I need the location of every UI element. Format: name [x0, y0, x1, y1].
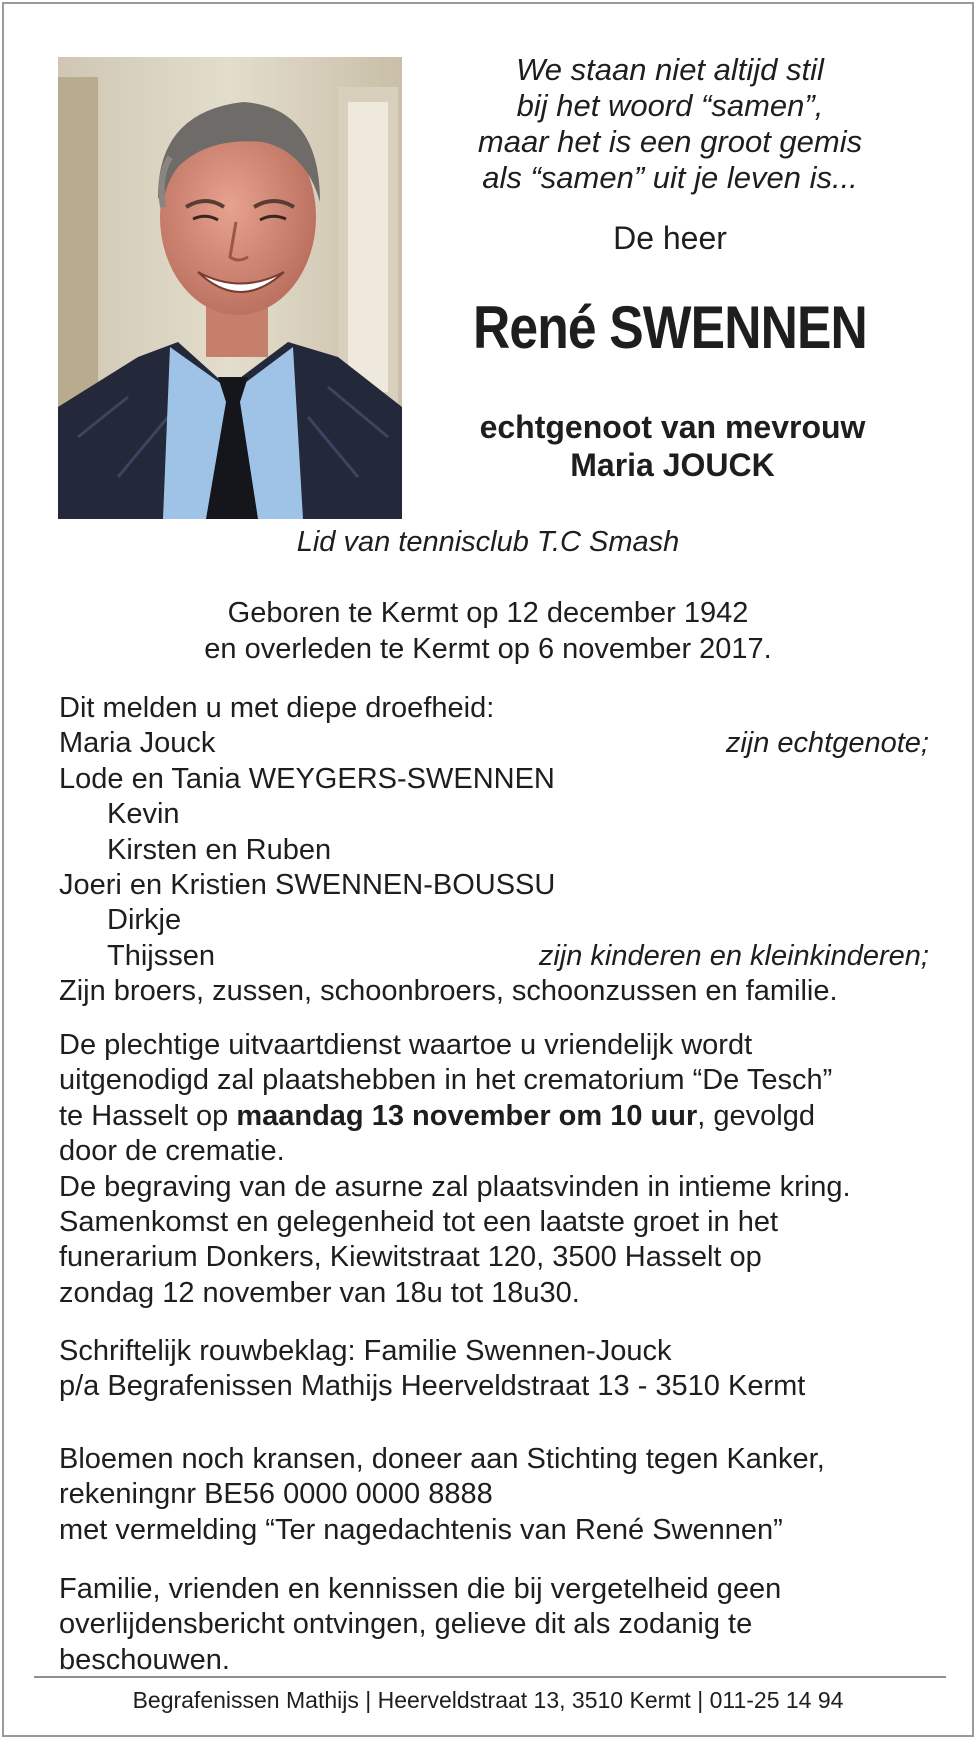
spouse-name: Maria JOUCK [570, 447, 775, 483]
footer-contact: Begrafenissen Mathijs | Heerveldstraat 13, 3510 Kermt | 011-25 14 94 [132, 1687, 844, 1713]
spouse-line: echtgenoot van mevrouw [479, 409, 866, 445]
condolence-address: p/a Begrafenissen Mathijs Heerveldstraat 13 - 3510 Kermt [59, 1370, 806, 1403]
service-section [59, 1028, 929, 1311]
service-line: uitgenodigd zal plaatshebben in het crematorium “De Tesch” [59, 1064, 833, 1097]
child-entry: Joeri en Kristien SWENNEN-BOUSSU [59, 869, 556, 902]
poem-line: We staan niet altijd stil [516, 52, 824, 87]
flowers-line: met vermelding “Ter nagedachtenis van René Swennen” [59, 1513, 783, 1546]
deceased-name: René SWENNEN [473, 294, 867, 361]
grandchild-entry: Kirsten en Ruben [107, 833, 332, 866]
grandchild-row [59, 939, 929, 974]
service-text: , gevolgd [697, 1099, 815, 1132]
service-line: door de crematie. [59, 1135, 285, 1168]
notice-line: Familie, vrienden en kennissen die bij vergetelheid geen [59, 1573, 782, 1605]
grandchild-entry: Kevin [107, 798, 180, 831]
bank-account: rekeningnr BE56 0000 0000 8888 [59, 1478, 493, 1511]
flowers-section [59, 1442, 929, 1548]
spouse-family-name: Maria Jouck [59, 727, 216, 760]
poem-line: als “samen” uit je leven is... [482, 160, 858, 195]
condolence-line: Schriftelijk rouwbeklag: Familie Swennen-Jouck [59, 1335, 672, 1367]
service-date-line [59, 1099, 929, 1134]
poem-line: maar het is een groot gemis [477, 124, 863, 159]
announcement-section [59, 691, 929, 1010]
portrait-photo [58, 57, 402, 519]
grandchild-entry: Dirkje [107, 904, 182, 937]
flowers-line: Bloemen noch kransen, doneer aan Stichting tegen Kanker, [59, 1443, 825, 1475]
spouse-relation: zijn echtgenote; [725, 727, 929, 760]
spouse-row [59, 726, 929, 761]
notice-section [59, 1572, 929, 1678]
spouse-info [440, 408, 905, 484]
extended-family: Zijn broers, zussen, schoonbroers, schoonzussen en familie. [59, 975, 838, 1008]
children-relation: zijn kinderen en kleinkinderen; [538, 939, 929, 972]
death-line: en overleden te Kermt op 6 november 2017. [204, 633, 772, 665]
honorific: De heer [613, 220, 727, 256]
service-text: te Hasselt op [59, 1099, 237, 1132]
service-line: funerarium Donkers, Kiewitstraat 120, 3500 Hasselt op [59, 1241, 762, 1274]
memorial-poem [440, 52, 900, 196]
notice-line: beschouwen. [59, 1643, 230, 1676]
grandchild-entry: Thijssen [107, 939, 215, 972]
service-line: De plechtige uitvaartdienst waartoe u vriendelijk wordt [59, 1029, 753, 1061]
birth-line: Geboren te Kermt op 12 december 1942 [227, 597, 749, 629]
birth-death-info [0, 595, 976, 667]
announcement-intro: Dit melden u met diepe droefheid: [59, 692, 495, 724]
service-date: maandag 13 november om 10 uur [236, 1099, 698, 1132]
notice-line: overlijdensbericht ontvingen, gelieve dit als zodanig te [59, 1608, 753, 1641]
service-line: Samenkomst en gelegenheid tot een laatste groet in het [59, 1206, 779, 1239]
service-line: De begraving van de asurne zal plaatsvinden in intieme kring. [59, 1170, 851, 1203]
condolence-section [59, 1334, 929, 1405]
club-membership: Lid van tennisclub T.C Smash [296, 526, 680, 558]
child-entry: Lode en Tania WEYGERS-SWENNEN [59, 762, 555, 795]
service-line: zondag 12 november van 18u tot 18u30. [59, 1276, 580, 1309]
poem-line: bij het woord “samen”, [516, 88, 824, 123]
footer-divider [34, 1676, 946, 1678]
